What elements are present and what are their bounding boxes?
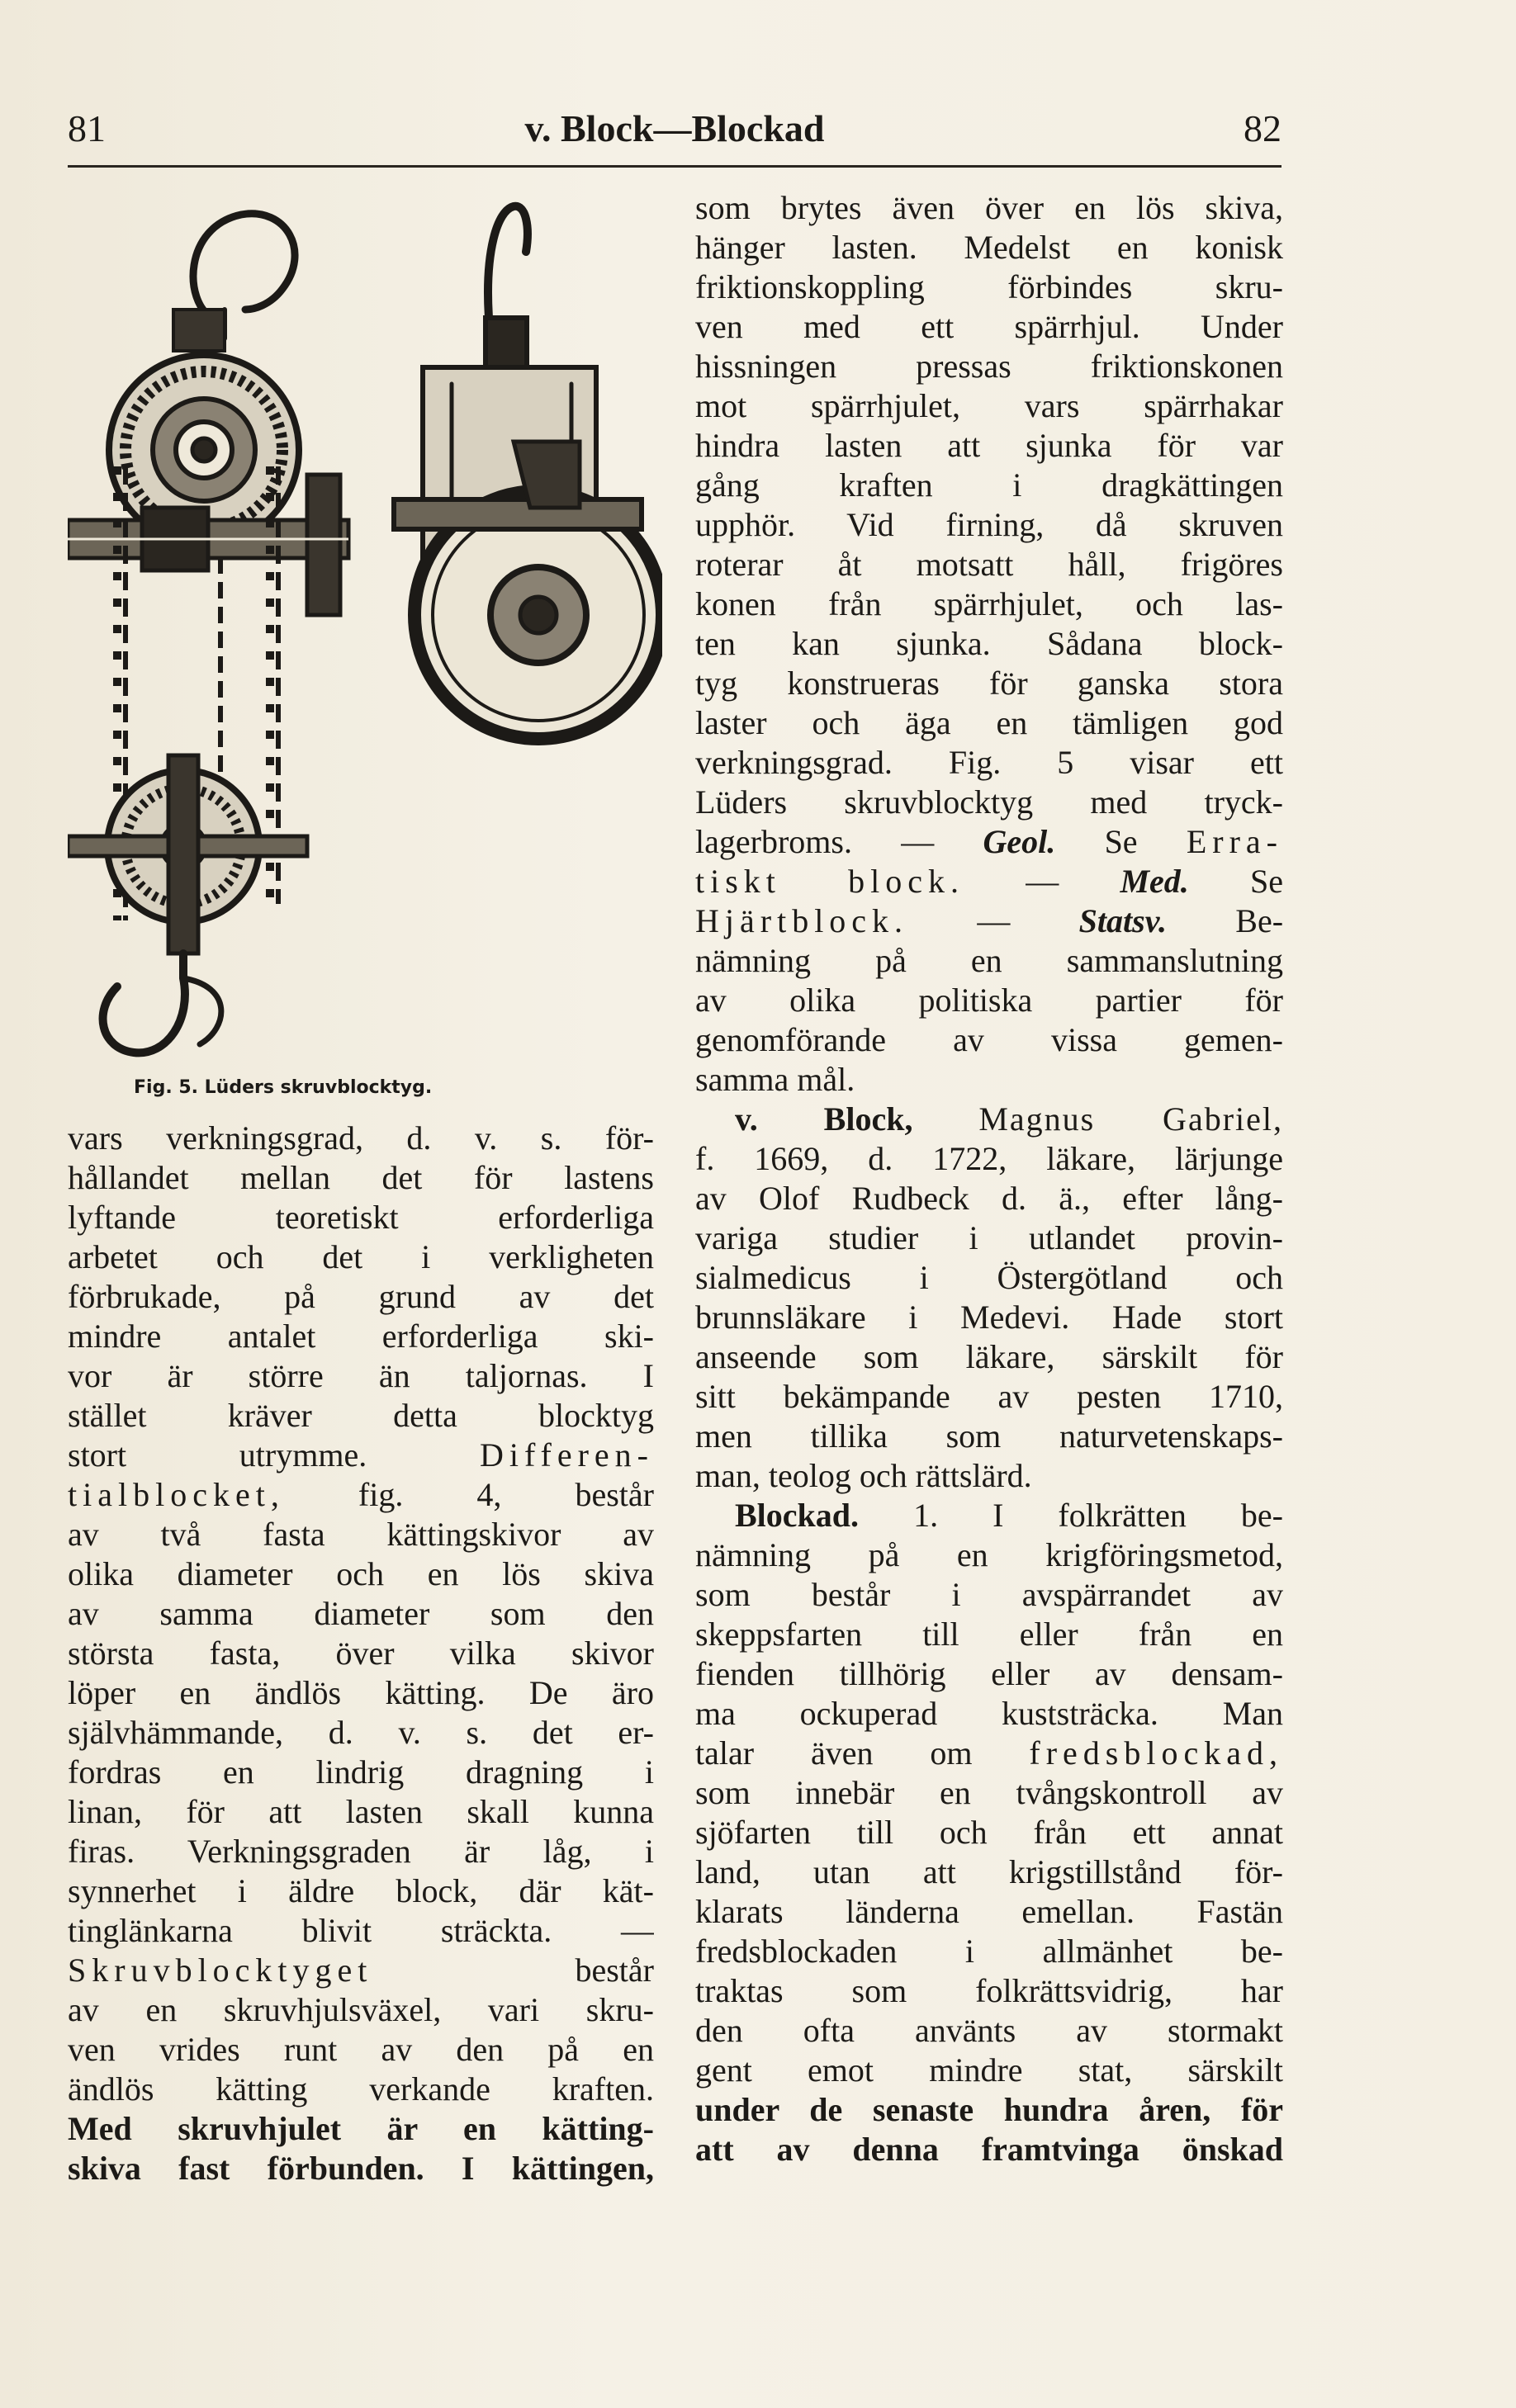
text-line: brunnsläkare i Medevi. Hade stort <box>695 1299 1283 1336</box>
entry-name: Magnus Gabriel, <box>978 1100 1283 1138</box>
spaced-term: Differen- <box>479 1436 654 1474</box>
text-line: gång kraften i dragkättingen <box>695 466 1283 504</box>
text-span: — <box>1026 863 1059 900</box>
text-line: löper en ändlös kätting. De äro <box>68 1674 654 1711</box>
text-line: sialmedicus i Östergötland och <box>695 1259 1283 1296</box>
text-line: olika diameter och en lös skiva <box>68 1555 654 1592</box>
text-line: man, teolog och rättslärd. <box>695 1457 1032 1494</box>
entry-headword: v. Block, <box>735 1100 913 1138</box>
text-line: firas. Verkningsgraden är låg, i <box>68 1833 654 1870</box>
text-line <box>695 1734 1283 1773</box>
text-span: lagerbroms. — <box>695 823 935 860</box>
page-number-right: 82 <box>1244 107 1281 149</box>
text-line: som innebär en tvångskontroll av <box>695 1774 1283 1811</box>
text-line: ven vrides runt av den på en <box>68 2031 654 2068</box>
text-line <box>68 1436 654 1475</box>
section-label: Geol. <box>983 823 1056 860</box>
text-line: tyg konstrueras för ganska stora <box>695 665 1283 702</box>
text-line <box>695 822 1283 862</box>
text-line: Med skruvhjulet är en kätting- <box>68 2110 654 2147</box>
entry-heading-line <box>695 1496 1283 1535</box>
text-line: hänger lasten. Medelst en konisk <box>695 229 1283 266</box>
text-line: verkningsgrad. Fig. 5 visar ett <box>695 744 1283 781</box>
page-number-left: 81 <box>68 107 106 149</box>
running-head: v. Block—Blockad <box>524 107 825 149</box>
text-span: — <box>977 902 1011 939</box>
section-label: Med. <box>1120 863 1189 900</box>
text-line: under de senaste hundra åren, för <box>695 2091 1283 2128</box>
text-line: Lüders skruvblocktyg med tryck- <box>695 783 1283 821</box>
text-span: talar även om <box>695 1734 973 1772</box>
text-line: samma mål. <box>695 1061 855 1098</box>
text-span: består <box>575 1951 654 1989</box>
text-line: men tillika som naturvetenskaps- <box>695 1417 1283 1455</box>
text-line: klarats länderna emellan. Fastän <box>695 1893 1283 1930</box>
text-line: laster och äga en tämligen god <box>695 704 1283 741</box>
text-span: 1. I folkrätten be- <box>913 1497 1283 1534</box>
spaced-term: Erra- <box>1186 823 1283 860</box>
text-line: traktas som folkrättsvidrig, har <box>695 1972 1283 2009</box>
text-line: av en skruvhjulsväxel, vari skru- <box>68 1991 654 2028</box>
text-line: ven med ett spärrhjul. Under <box>695 308 1283 345</box>
text-line: tinglänkarna blivit sträckta. — <box>68 1912 654 1949</box>
text-line: av två fasta kättingskivor av <box>68 1516 654 1553</box>
entry-heading-line <box>695 1100 1283 1139</box>
text-line: fordras en lindrig dragning i <box>68 1753 654 1791</box>
text-line: skeppsfarten till eller från en <box>695 1616 1283 1653</box>
spaced-term: tialblocket, <box>68 1476 285 1513</box>
text-line: skiva fast förbunden. I kättingen, <box>68 2150 654 2187</box>
figure-block <box>68 194 662 1102</box>
text-span: Se <box>1250 863 1283 900</box>
text-line: den ofta använts av stormakt <box>695 2012 1283 2049</box>
text-line: anseende som läkare, särskilt för <box>695 1338 1283 1375</box>
text-span: Se <box>1104 823 1138 860</box>
text-line <box>68 1475 654 1515</box>
text-line: fienden tillhörig eller av densam- <box>695 1655 1283 1692</box>
text-line: linan, för att lasten skall kunna <box>68 1793 654 1830</box>
text-line: sjöfarten till och från ett annat <box>695 1814 1283 1851</box>
figure-caption: Fig. 5. Lüders skruvblocktyg. <box>134 1077 433 1098</box>
text-line: konen från spärrhjulet, och las- <box>695 585 1283 622</box>
text-line: nämning på en krigföringsmetod, <box>695 1536 1283 1573</box>
text-span: fig. 4, består <box>358 1476 654 1513</box>
text-line: sitt bekämpande av pesten 1710, <box>695 1378 1283 1415</box>
text-line: av samma diameter som den <box>68 1595 654 1632</box>
text-line: nämning på en sammanslutning <box>695 942 1283 979</box>
text-line <box>695 862 1283 901</box>
text-line <box>695 901 1283 941</box>
text-line: stället kräver detta blocktyg <box>68 1397 654 1434</box>
text-line: upphör. Vid firning, då skruven <box>695 506 1283 543</box>
page-header <box>68 99 1281 165</box>
text-line: fredsblockaden i allmänhet be- <box>695 1933 1283 1970</box>
text-line <box>68 1951 654 1990</box>
spaced-term: Hjärtblock. <box>695 902 909 939</box>
spaced-term: Skruvblocktyget <box>68 1951 373 1989</box>
text-line: som består i avspärrandet av <box>695 1576 1283 1613</box>
spaced-term: fredsblockad, <box>1029 1734 1283 1772</box>
text-line: mot spärrhjulet, vars spärrhakar <box>695 387 1283 424</box>
text-line: ändlös kätting verkande kraften. <box>68 2070 654 2108</box>
text-line: vars verkningsgrad, d. v. s. för- <box>68 1119 654 1157</box>
text-line: f. 1669, d. 1722, läkare, lärjunge <box>695 1140 1283 1177</box>
spaced-term: tiskt block. <box>695 863 964 900</box>
header-rule <box>68 165 1281 168</box>
text-line: självhämmande, d. v. s. det er- <box>68 1714 654 1751</box>
text-line: av olika politiska partier för <box>695 982 1283 1019</box>
right-column <box>695 188 1283 2169</box>
section-label: Statsv. <box>1078 902 1167 939</box>
text-line: lyftande teoretiskt erforderliga <box>68 1199 654 1236</box>
text-line: mindre antalet erforderliga ski- <box>68 1318 654 1355</box>
text-line: som brytes även över en lös skiva, <box>695 189 1283 226</box>
text-line: hållandet mellan det för lastens <box>68 1159 654 1196</box>
left-column <box>68 1119 654 2188</box>
text-line: hindra lasten att sjunka för var <box>695 427 1283 464</box>
text-span: Be- <box>1235 902 1283 939</box>
text-line: ten kan sjunka. Sådana block- <box>695 625 1283 662</box>
text-line: ma ockuperad kuststräcka. Man <box>695 1695 1283 1732</box>
text-line: variga studier i utlandet provin- <box>695 1219 1283 1256</box>
text-span: stort utrymme. <box>68 1436 367 1474</box>
text-line: gent emot mindre stat, särskilt <box>695 2051 1283 2089</box>
text-line: synnerhet i äldre block, där kät- <box>68 1872 654 1909</box>
text-line: att av denna framtvinga önskad <box>695 2131 1283 2168</box>
text-line: hissningen pressas friktionskonen <box>695 348 1283 385</box>
text-line: vor är större än taljornas. I <box>68 1357 654 1394</box>
text-line: friktionskoppling förbindes skru- <box>695 268 1283 305</box>
entry-headword: Blockad. <box>735 1497 860 1534</box>
text-line: förbrukade, på grund av det <box>68 1278 654 1315</box>
text-line: arbetet och det i verkligheten <box>68 1238 654 1275</box>
text-line: genomförande av vissa gemen- <box>695 1021 1283 1058</box>
text-line: roterar åt motsatt håll, frigöres <box>695 546 1283 583</box>
chain-hoist-illustration <box>68 194 662 1069</box>
text-line: land, utan att krigstillstånd för- <box>695 1853 1283 1890</box>
text-line: största fasta, över vilka skivor <box>68 1635 654 1672</box>
text-line: av Olof Rudbeck d. ä., efter lång- <box>695 1180 1283 1217</box>
